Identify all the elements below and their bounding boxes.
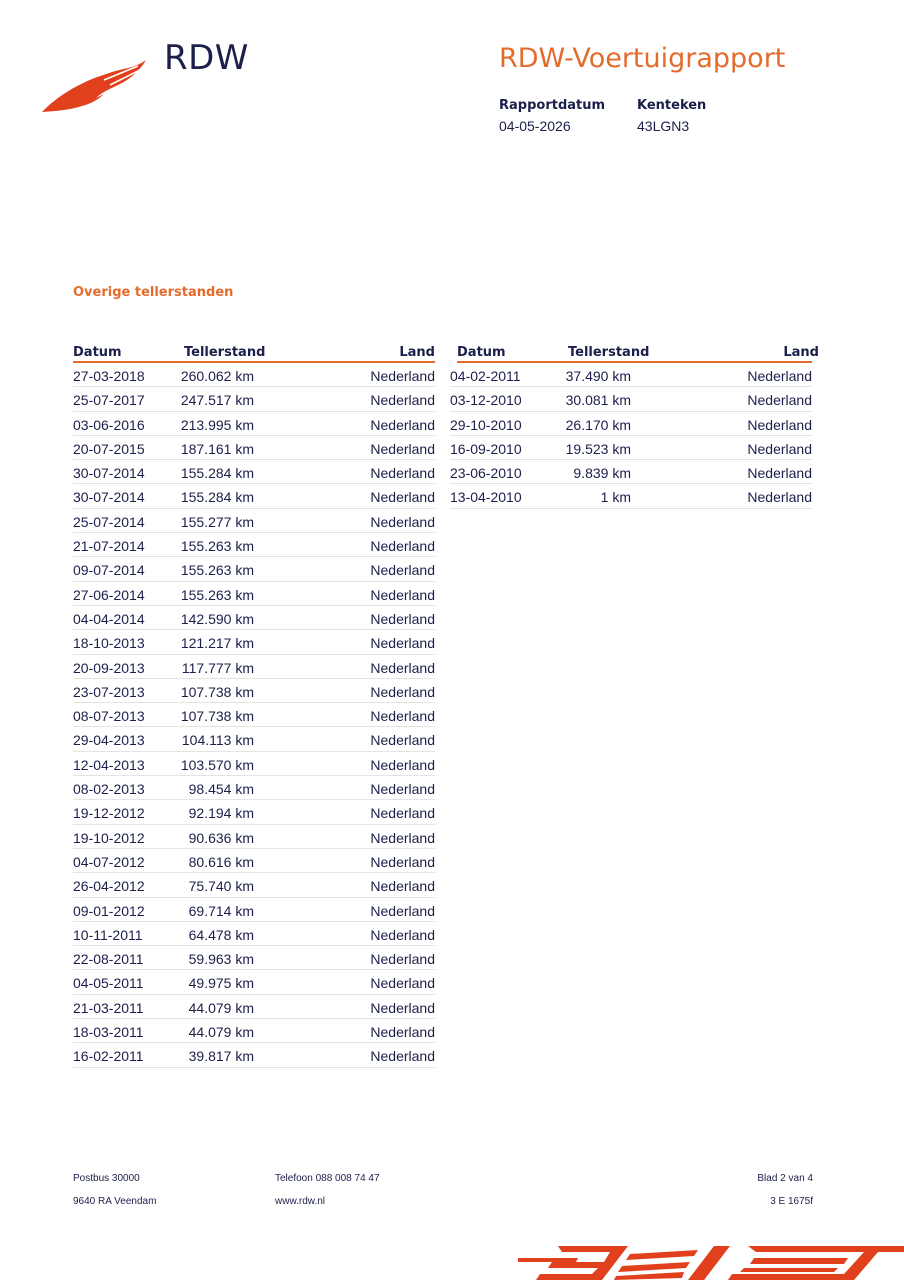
row-date: 23-06-2010	[450, 465, 522, 482]
table-row	[73, 825, 435, 849]
row-date: 30-07-2014	[73, 465, 145, 482]
row-date: 04-02-2011	[450, 368, 521, 384]
table-row	[73, 800, 435, 824]
row-date: 16-09-2010	[450, 440, 522, 457]
plate-label: Kenteken	[637, 98, 707, 113]
footer-postbus: Postbus 30000	[73, 1173, 140, 1184]
row-date: 25-07-2014	[73, 513, 145, 530]
row-counter: 92.194 km	[188, 805, 254, 822]
table-header	[457, 345, 819, 363]
table-body	[73, 363, 435, 1068]
row-counter: 9.839 km	[573, 465, 631, 482]
table-row	[73, 582, 435, 606]
table-header	[73, 345, 435, 363]
row-country: Nederland	[370, 1048, 435, 1065]
row-counter: 107.738 km	[180, 683, 254, 700]
row-country: Nederland	[370, 635, 435, 652]
row-counter: 155.284 km	[180, 465, 254, 482]
decorative-stripes-icon	[518, 1242, 904, 1280]
row-counter: 80.616 km	[188, 853, 254, 870]
row-counter: 75.740 km	[188, 878, 254, 895]
row-country: Nederland	[370, 756, 435, 773]
footer-page: Blad 2 van 4	[757, 1173, 813, 1184]
table-row	[450, 460, 812, 484]
row-date: 03-06-2016	[73, 416, 145, 433]
row-country: Nederland	[370, 951, 435, 968]
table-row	[73, 679, 435, 703]
table-row	[73, 533, 435, 557]
row-date: 12-04-2013	[73, 756, 145, 773]
table-row	[73, 484, 435, 508]
table-row	[73, 387, 435, 411]
row-counter: 155.263 km	[180, 586, 254, 603]
table-row	[73, 752, 435, 776]
row-date: 09-01-2012	[73, 902, 145, 919]
row-country: Nederland	[370, 538, 435, 555]
row-country: Nederland	[747, 416, 812, 433]
table-row	[450, 387, 812, 411]
row-date: 19-12-2012	[73, 805, 145, 822]
row-date: 16-02-2011	[73, 1048, 144, 1065]
feather-icon	[40, 58, 150, 116]
row-country: Nederland	[370, 829, 435, 846]
table-row	[450, 484, 812, 508]
table-row	[73, 557, 435, 581]
row-counter: 104.113 km	[181, 732, 254, 749]
row-country: Nederland	[747, 440, 812, 457]
row-date: 20-07-2015	[73, 440, 145, 457]
table-row	[73, 995, 435, 1019]
row-counter: 260.062 km	[180, 368, 254, 384]
row-counter: 155.284 km	[180, 489, 254, 506]
row-counter: 37.490 km	[565, 368, 631, 384]
row-counter: 107.738 km	[180, 708, 254, 725]
row-date: 26-04-2012	[73, 878, 145, 895]
footer-phone: Telefoon 088 008 74 47	[275, 1173, 380, 1184]
row-country: Nederland	[370, 805, 435, 822]
table-row	[73, 606, 435, 630]
table-body	[450, 363, 812, 509]
table-row	[73, 363, 435, 387]
row-counter: 187.161 km	[180, 440, 254, 457]
header-counter: Tellerstand	[568, 345, 650, 360]
row-country: Nederland	[370, 513, 435, 530]
header-counter: Tellerstand	[184, 345, 266, 360]
logo-text: RDW	[164, 38, 249, 78]
table-row	[73, 1019, 435, 1043]
row-country: Nederland	[370, 440, 435, 457]
row-date: 13-04-2010	[450, 489, 522, 506]
row-date: 18-10-2013	[73, 635, 145, 652]
row-date: 21-07-2014	[73, 538, 145, 555]
footer-code: 3 E 1675f	[770, 1196, 813, 1207]
row-date: 30-07-2014	[73, 489, 145, 506]
report-date-block	[499, 98, 605, 134]
table-row	[73, 509, 435, 533]
table-row	[450, 436, 812, 460]
row-counter: 44.079 km	[188, 999, 254, 1016]
table-row	[450, 363, 812, 387]
report-date-label: Rapportdatum	[499, 98, 606, 113]
row-counter: 19.523 km	[565, 440, 631, 457]
row-counter: 155.263 km	[180, 538, 254, 555]
plate-block	[637, 98, 706, 134]
table-row	[73, 412, 435, 436]
row-date: 09-07-2014	[73, 562, 145, 579]
footer-address: 9640 RA Veendam	[73, 1196, 157, 1207]
row-date: 20-09-2013	[73, 659, 145, 676]
row-country: Nederland	[747, 368, 812, 384]
table-row	[73, 970, 435, 994]
row-counter: 59.963 km	[188, 951, 254, 968]
row-date: 08-07-2013	[73, 708, 145, 725]
table-row	[73, 727, 435, 751]
header-date: Datum	[457, 345, 506, 360]
rdw-logo	[40, 38, 250, 118]
row-country: Nederland	[370, 562, 435, 579]
row-country: Nederland	[747, 392, 812, 409]
row-counter: 155.277 km	[180, 513, 254, 530]
header-country: Land	[399, 345, 435, 360]
header-date: Datum	[73, 345, 122, 360]
row-counter: 30.081 km	[565, 392, 631, 409]
table-row	[73, 630, 435, 654]
row-country: Nederland	[370, 659, 435, 676]
row-country: Nederland	[370, 781, 435, 798]
odometer-table-left	[73, 345, 435, 1068]
row-counter: 155.263 km	[180, 562, 254, 579]
row-country: Nederland	[370, 853, 435, 870]
row-country: Nederland	[370, 902, 435, 919]
row-country: Nederland	[370, 610, 435, 627]
row-counter: 213.995 km	[180, 416, 254, 433]
row-counter: 1 km	[600, 489, 631, 506]
row-counter: 103.570 km	[180, 756, 254, 773]
row-date: 04-04-2014	[73, 610, 145, 627]
table-row	[73, 436, 435, 460]
row-country: Nederland	[747, 489, 812, 506]
row-country: Nederland	[370, 683, 435, 700]
table-row	[73, 1043, 435, 1067]
odometer-table-right	[450, 345, 819, 509]
row-country: Nederland	[370, 926, 435, 943]
row-counter: 26.170 km	[565, 416, 631, 433]
row-country: Nederland	[370, 999, 435, 1016]
row-country: Nederland	[370, 975, 435, 992]
plate-value: 43LGN3	[637, 118, 690, 134]
row-counter: 44.079 km	[188, 1024, 254, 1041]
table-row	[73, 873, 435, 897]
row-counter: 90.636 km	[188, 829, 254, 846]
table-row	[73, 460, 435, 484]
row-country: Nederland	[370, 878, 435, 895]
row-counter: 39.817 km	[188, 1048, 254, 1065]
row-date: 08-02-2013	[73, 781, 145, 798]
row-date: 10-11-2011	[73, 926, 143, 943]
row-counter: 49.975 km	[188, 975, 254, 992]
row-counter: 121.217 km	[180, 635, 254, 652]
row-date: 23-07-2013	[73, 683, 145, 700]
table-row	[73, 898, 435, 922]
row-country: Nederland	[370, 1024, 435, 1041]
row-country: Nederland	[370, 368, 435, 384]
row-counter: 117.777 km	[181, 659, 254, 676]
row-date: 04-05-2011	[73, 975, 144, 992]
header-country: Land	[783, 345, 819, 360]
table-row	[450, 412, 812, 436]
row-counter: 64.478 km	[188, 926, 254, 943]
row-date: 29-10-2010	[450, 416, 522, 433]
report-date-value: 04-05-2026	[499, 118, 571, 134]
row-country: Nederland	[370, 392, 435, 409]
row-date: 22-08-2011	[73, 951, 144, 968]
row-country: Nederland	[370, 732, 435, 749]
row-country: Nederland	[370, 586, 435, 603]
row-date: 03-12-2010	[450, 392, 522, 409]
row-date: 25-07-2017	[73, 392, 145, 409]
row-country: Nederland	[370, 708, 435, 725]
row-date: 21-03-2011	[73, 999, 144, 1016]
row-date: 29-04-2013	[73, 732, 145, 749]
row-counter: 142.590 km	[180, 610, 254, 627]
row-date: 04-07-2012	[73, 853, 145, 870]
table-row	[73, 849, 435, 873]
table-row	[73, 922, 435, 946]
row-counter: 69.714 km	[188, 902, 254, 919]
table-row	[73, 703, 435, 727]
report-title: RDW-Voertuigrapport	[499, 43, 786, 74]
row-country: Nederland	[370, 489, 435, 506]
row-date: 19-10-2012	[73, 829, 145, 846]
row-counter: 98.454 km	[188, 781, 254, 798]
row-date: 27-06-2014	[73, 586, 145, 603]
table-row	[73, 946, 435, 970]
row-country: Nederland	[370, 416, 435, 433]
table-row	[73, 776, 435, 800]
row-date: 18-03-2011	[73, 1024, 144, 1041]
row-counter: 247.517 km	[180, 392, 254, 409]
footer-website[interactable]: www.rdw.nl	[275, 1196, 326, 1207]
row-date: 27-03-2018	[73, 368, 145, 384]
table-row	[73, 655, 435, 679]
section-title: Overige tellerstanden	[73, 285, 234, 300]
row-country: Nederland	[370, 465, 435, 482]
row-country: Nederland	[747, 465, 812, 482]
